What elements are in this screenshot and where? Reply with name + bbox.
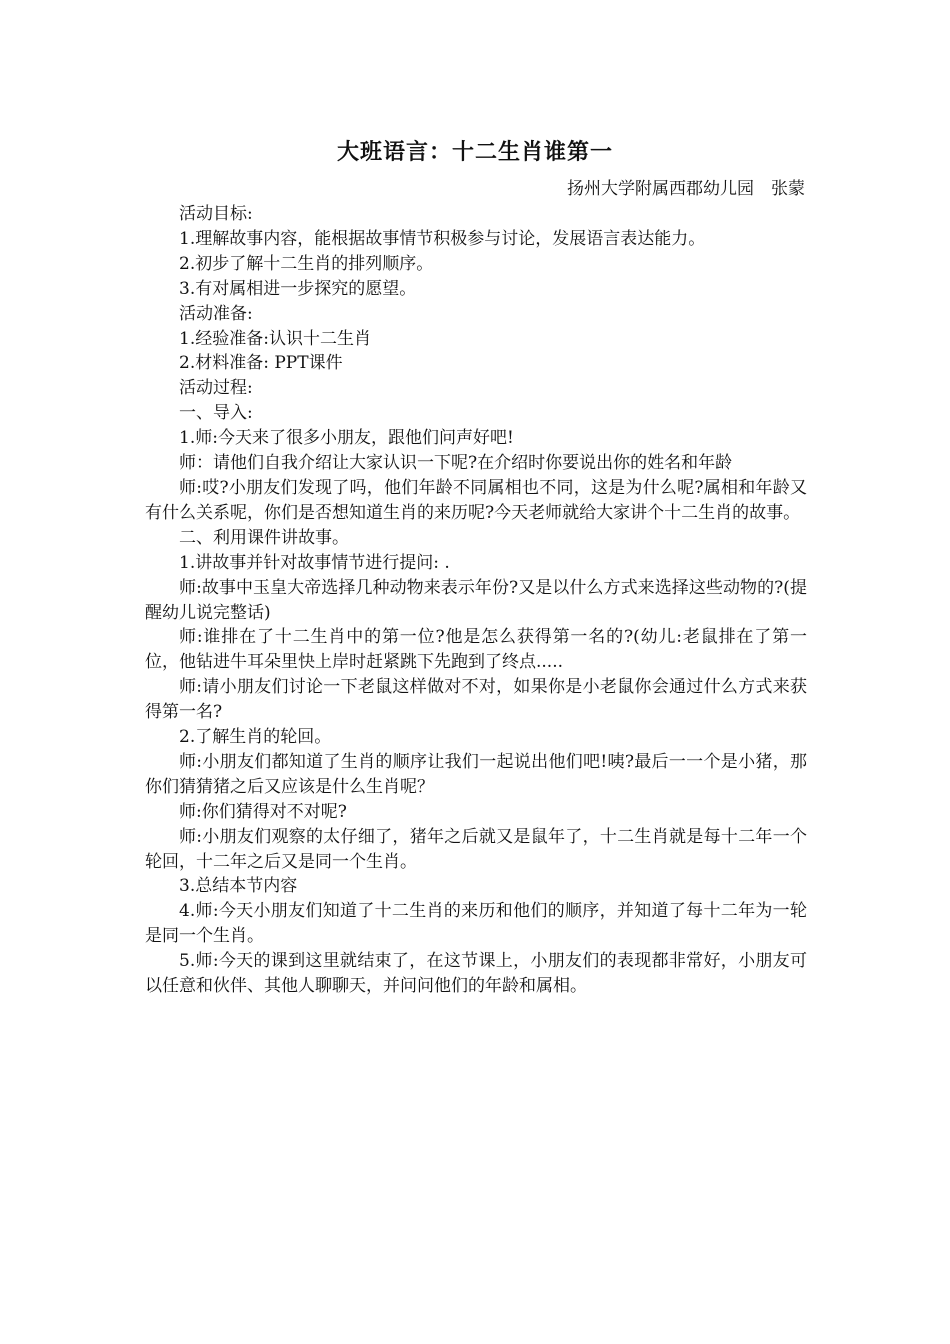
paragraph: 一、导入:	[179, 403, 253, 424]
paragraph: 1.经验准备:认识十二生肖	[179, 328, 371, 349]
paragraph: 活动准备:	[179, 303, 253, 324]
paragraph: 师:谁排在了十二生肖中的第一位?他是怎么获得第一名的?(幼儿:老鼠排在了第一位，他钻进牛耳朵里快上岸时赶紧跳下先跑到了终点.....	[145, 627, 807, 673]
paragraph: 2.了解生肖的轮回。	[179, 727, 332, 748]
paragraph: 活动目标:	[179, 204, 253, 224]
paragraph: 5.师:今天的课到这里就结束了，在这节课上，小朋友们的表现都非常好，小朋友可以任意和伙伴、其他人聊聊天，并问问他们的年龄和属相。	[145, 951, 807, 997]
paragraph: 2.初步了解十二生肖的排列顺序。	[179, 253, 434, 274]
paragraph: 活动过程:	[179, 378, 253, 399]
paragraph: 师：请他们自我介绍让大家认识一下呢?在介绍时你要说出你的姓名和年龄	[179, 453, 733, 474]
paragraph: 师:小朋友们观察的太仔细了，猪年之后就又是鼠年了，十二生肖就是每十二年一个轮回，十二年之后又是同一个生肖。	[145, 826, 807, 872]
paragraph: 3.总结本节内容	[179, 876, 298, 897]
paragraph: 3.有对属相进一步探究的愿望。	[179, 278, 417, 299]
paragraph: 1.理解故事内容，能根据故事情节积极参与讨论，发展语言表达能力。	[179, 228, 706, 249]
paragraph: 1.讲故事并针对故事情节进行提问: .	[179, 552, 450, 573]
paragraph: 师:哎?小朋友们发现了吗，他们年龄不同属相也不同，这是为什么呢?属相和年龄又有什么关系呢，你们是否想知道生肖的来历呢?今天老师就给大家讲个十二生肖的故事。	[145, 477, 807, 523]
paragraph: 1.师:今天来了很多小朋友，跟他们问声好吧!	[179, 428, 514, 449]
document-body	[145, 202, 807, 999]
paragraph: 师:小朋友们都知道了生肖的顺序让我们一起说出他们吧!咦?最后一一个是小猪，那你们猜猜猪之后又应该是什么生肖呢？	[145, 751, 807, 797]
paragraph: 2.材料准备: PPT课件	[179, 353, 343, 374]
paragraph: 师:请小朋友们讨论一下老鼠这样做对不对，如果你是小老鼠你会通过什么方式来获得第一名?	[145, 677, 807, 723]
document-title: 大班语言：十二生肖谁第一	[336, 140, 613, 165]
author-line: 扬州大学附属西郡幼儿园 张蒙	[567, 179, 805, 199]
paragraph: 师:故事中玉皇大帝选择几种动物来表示年份?又是以什么方式来选择这些动物的?(提醒幼儿说完整话)	[145, 577, 807, 623]
paragraph: 4.师:今天小朋友们知道了十二生肖的来历和他们的顺序，并知道了每十二年为一轮是同一个生肖。	[145, 901, 807, 947]
paragraph: 二、利用课件讲故事。	[179, 527, 349, 548]
paragraph: 师:你们猜得对不对呢?	[179, 801, 347, 822]
